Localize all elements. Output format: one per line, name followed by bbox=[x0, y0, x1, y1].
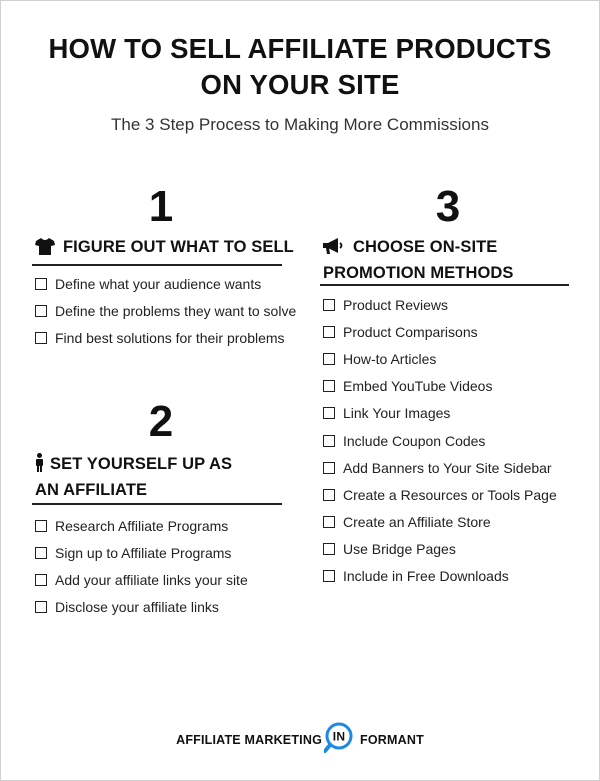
footer-logo bbox=[0, 722, 600, 757]
list-item-label: Add your affiliate links your site bbox=[55, 571, 248, 588]
step-1-number: 1 bbox=[148, 182, 174, 231]
logo-text-formant: FORMANT bbox=[360, 732, 424, 747]
list-item[interactable] bbox=[323, 373, 557, 400]
step-2-heading-line-1: SET YOURSELF UP AS bbox=[50, 455, 233, 473]
list-item-label: Use Bridge Pages bbox=[343, 541, 456, 558]
list-item-label: Research Affiliate Programs bbox=[55, 517, 229, 534]
list-item[interactable] bbox=[323, 345, 557, 372]
checkbox[interactable] bbox=[35, 278, 47, 290]
list-item[interactable] bbox=[35, 566, 248, 593]
list-item-label: Define what your audience wants bbox=[55, 275, 262, 292]
step-3-checklist bbox=[323, 291, 557, 590]
checkbox[interactable] bbox=[35, 520, 47, 532]
logo-text-affiliate-marketing: AFFILIATE MARKETING bbox=[176, 732, 323, 747]
list-item-label: Define the problems they want to solve bbox=[55, 302, 297, 319]
list-item[interactable] bbox=[35, 539, 248, 566]
checkbox[interactable] bbox=[323, 570, 335, 582]
checkbox[interactable] bbox=[35, 547, 47, 559]
step-1-heading-text: FIGURE OUT WHAT TO SELL bbox=[63, 238, 294, 256]
checkbox[interactable] bbox=[323, 543, 335, 555]
list-item-label: Product Reviews bbox=[343, 296, 449, 313]
list-item[interactable] bbox=[35, 297, 296, 324]
list-item-label: Find best solutions for their problems bbox=[55, 329, 285, 346]
list-item-label: Include Coupon Codes bbox=[343, 432, 486, 449]
list-item[interactable] bbox=[323, 318, 557, 345]
title-line-1: HOW TO SELL AFFILIATE PRODUCTS bbox=[48, 33, 552, 64]
list-item[interactable] bbox=[35, 270, 296, 297]
list-item[interactable] bbox=[35, 324, 296, 351]
checkbox[interactable] bbox=[323, 299, 335, 311]
checkbox[interactable] bbox=[323, 380, 335, 392]
list-item-label: Add Banners to Your Site Sidebar bbox=[343, 459, 552, 476]
checkbox[interactable] bbox=[35, 305, 47, 317]
megaphone-icon bbox=[323, 238, 345, 262]
step-3-heading bbox=[323, 236, 514, 285]
step-3-rule bbox=[320, 284, 569, 286]
list-item[interactable] bbox=[323, 427, 557, 454]
step-2-number: 2 bbox=[148, 397, 174, 446]
list-item-label: Create a Resources or Tools Page bbox=[343, 486, 557, 503]
checkbox[interactable] bbox=[323, 435, 335, 447]
list-item[interactable] bbox=[323, 481, 557, 508]
title-line-2: ON YOUR SITE bbox=[200, 69, 400, 100]
step-3-heading-line-1: CHOOSE ON-SITE bbox=[353, 238, 498, 256]
step-3-number: 3 bbox=[435, 182, 461, 231]
step-1-checklist bbox=[35, 270, 296, 351]
checkbox[interactable] bbox=[323, 353, 335, 365]
list-item-label: How-to Articles bbox=[343, 350, 437, 367]
step-1-rule bbox=[32, 264, 282, 266]
list-item-label: Create an Affiliate Store bbox=[343, 514, 491, 531]
checkbox[interactable] bbox=[323, 516, 335, 528]
list-item[interactable] bbox=[35, 593, 248, 620]
list-item[interactable] bbox=[35, 512, 248, 539]
list-item-label: Product Comparisons bbox=[343, 323, 478, 340]
checkbox[interactable] bbox=[323, 326, 335, 338]
page-subtitle: The 3 Step Process to Making More Commissions bbox=[111, 115, 489, 134]
list-item[interactable] bbox=[323, 563, 557, 590]
tshirt-icon bbox=[35, 238, 55, 262]
logo-text-in: IN bbox=[332, 729, 346, 744]
list-item[interactable] bbox=[323, 536, 557, 563]
magnifier-icon bbox=[324, 722, 358, 757]
step-2-checklist bbox=[35, 512, 248, 620]
step-2-rule bbox=[32, 503, 282, 505]
list-item[interactable] bbox=[323, 509, 557, 536]
list-item[interactable] bbox=[323, 291, 557, 318]
list-item-label: Disclose your affiliate links bbox=[55, 598, 219, 615]
list-item-label: Include in Free Downloads bbox=[343, 568, 509, 585]
list-item-label: Link Your Images bbox=[343, 405, 451, 422]
list-item[interactable] bbox=[323, 454, 557, 481]
list-item[interactable] bbox=[323, 400, 557, 427]
list-item-label: Embed YouTube Videos bbox=[343, 378, 493, 395]
checkbox[interactable] bbox=[35, 332, 47, 344]
checkbox[interactable] bbox=[35, 574, 47, 586]
list-item-label: Sign up to Affiliate Programs bbox=[55, 544, 232, 561]
checkbox[interactable] bbox=[323, 407, 335, 419]
checkbox[interactable] bbox=[323, 489, 335, 501]
step-3-heading-line-2: PROMOTION METHODS bbox=[323, 264, 514, 282]
step-1-heading bbox=[35, 236, 294, 262]
checkbox[interactable] bbox=[323, 462, 335, 474]
checkbox[interactable] bbox=[35, 601, 47, 613]
step-2-heading bbox=[35, 453, 232, 502]
person-icon bbox=[35, 453, 44, 479]
page-title bbox=[0, 31, 600, 103]
step-2-heading-line-2: AN AFFILIATE bbox=[35, 481, 148, 499]
